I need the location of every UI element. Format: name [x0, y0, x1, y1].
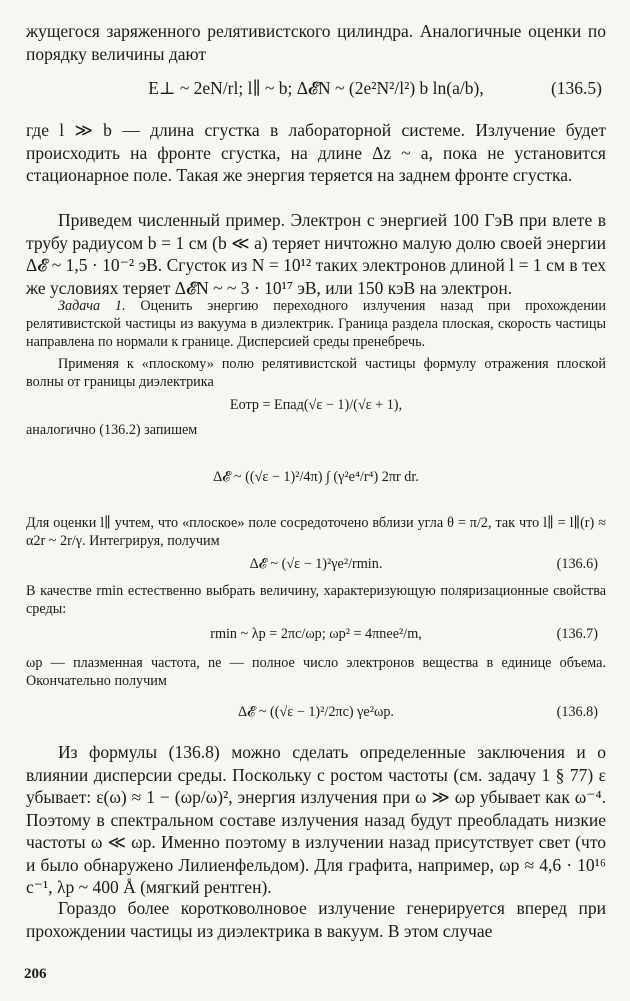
equation-136-7: [26, 623, 606, 645]
equation-eotr-formula: Eотр = Eпад(√ε − 1)/(√ε + 1),: [229, 397, 403, 413]
paragraph-10: Гораздо более коротковолновое излучение генерируется вперед при прохождении частицы из диэлектрика в вакуум. В этом случае: [26, 898, 606, 941]
equation-136-6-number: (136.6): [556, 556, 598, 572]
page-number: 206: [24, 966, 47, 982]
equation-136-8: [26, 690, 606, 734]
paragraph-7: В качестве rmin естественно выбрать величину, характеризующую поляризационные свойства среды:: [26, 583, 606, 618]
equation-136-8-formula: Δ𝓔 ~ ((√ε − 1)²/2πc) γe²ωp.: [238, 704, 394, 720]
equation-136-5-formula: E⊥ ~ 2eN/rl; l∥ ~ b; Δ𝓔N ~ (2e²N²/l²) b ln(a/b),: [148, 78, 484, 98]
task-text: Оценить энергию переходного излучения назад при прохождении релятивистской частицы из вакуума в диэлектрик. Граница раздела плоская, скорость частицы направлена по нормали к границе. Дисперсией среды пренебречь.: [26, 298, 606, 351]
paragraph-9: Из формулы (136.8) можно сделать определенные заключения и о влиянии дисперсии среды. Поскольку с ростом частоты (см. задачу 1 § 77) ε убывает: ε(ω) ≈ 1 − (ωp/ω)², энергия излучения при ω ≫ ωp убывает как ω⁻⁴. Поэтому в спектральном составе излучения назад будут преобладать низкие частоты ω ≪ ωp. Именно поэтому в излучении назад присутствует свет (что и было обнаружено Лилиенфельдом). Для графита, например, ωp ≈ 4,6 · 10¹⁶ с⁻¹, λp ~ 400 Å (мягкий рентген).: [26, 742, 606, 897]
paragraph-2: где l ≫ b — длина сгустка в лабораторной системе. Излучение будет происходить на фронте сгустка, на длине Δz ~ a, пока не установится стационарное поле. Такая же энергия теряется на заднем фронте сгустка.: [26, 120, 606, 185]
equation-136-7-formula: rmin ~ λp = 2πc/ωp; ωp² = 4πnee²/m,: [210, 626, 422, 642]
equation-136-7-number: (136.7): [556, 626, 598, 642]
paragraph-1: жущегося заряженного релятивистского цилиндра. Аналогичные оценки по порядку величины дают: [26, 21, 606, 64]
paragraph-5: аналогично (136.2) запишем: [26, 422, 198, 438]
equation-integral-formula: Δ𝓔 ~ ((√ε − 1)²/4π) ∫ (γ²e⁴/r⁴) 2πr dr.: [213, 469, 419, 485]
equation-eotr: [26, 396, 606, 414]
equation-136-6: [26, 555, 606, 573]
task-1: [26, 297, 606, 352]
paragraph-6: Для оценки l∥ учтем, что «плоское» поле сосредоточено вблизи угла θ = π/2, так что l∥ = l∥(r) ≈ α2r ~ 2r/γ. Интегрируя, получим: [26, 515, 606, 550]
equation-integral: [26, 446, 606, 508]
equation-136-8-number: (136.8): [556, 704, 598, 720]
paragraph-8: ωp — плазменная частота, ne — полное число электронов вещества в единице объема. Окончательно получим: [26, 655, 606, 690]
equation-136-5-number: (136.5): [550, 78, 602, 98]
equation-136-5: [26, 66, 606, 110]
paragraph-3: Приведем численный пример. Электрон с энергией 100 ГэВ при влете в трубу радиусом b = 1 см (b ≪ a) теряет ничтожно малую долю своей энергии Δ𝓔 ~ 1,5 · 10⁻² эВ. Сгусток из N = 10¹² таких электронов длиной l = 1 см в тех же условиях теряет Δ𝓔N ~ ~ 3 · 10¹⁷ эВ, или 150 кэВ на электрон.: [26, 210, 606, 298]
task-label: Задача 1.: [58, 298, 126, 314]
paragraph-4: Применяя к «плоскому» полю релятивистской частицы формулу отражения плоской волны от границы диэлектрика: [26, 356, 606, 391]
equation-136-6-formula: Δ𝓔 ~ (√ε − 1)²γe²/rmin.: [249, 556, 383, 572]
